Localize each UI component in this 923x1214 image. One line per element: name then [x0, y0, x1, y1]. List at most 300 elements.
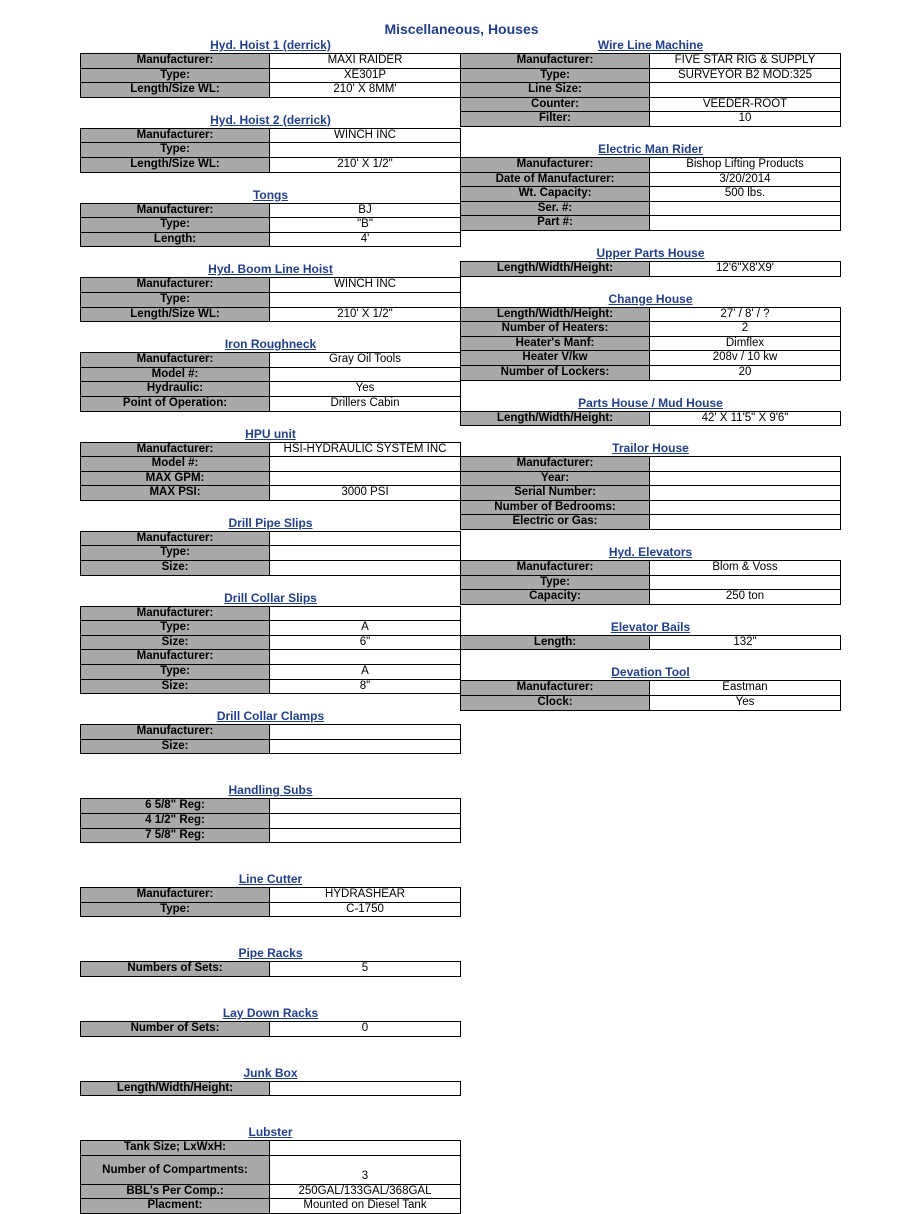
field-value	[270, 799, 461, 814]
field-value: 20	[650, 365, 841, 380]
section-th	[460, 440, 841, 530]
field-label: Length/Width/Height:	[81, 1081, 270, 1096]
field-label: Hydraulic:	[81, 382, 270, 397]
field-value: SURVEYOR B2 MOD:325	[650, 68, 841, 83]
section-title	[460, 395, 841, 411]
table-row	[461, 486, 841, 501]
table-row	[461, 411, 841, 426]
section-lc	[80, 871, 461, 917]
section-title-text: Electric Man Rider	[598, 141, 703, 156]
field-value: 10	[650, 112, 841, 127]
table-row	[81, 1155, 461, 1184]
section-title-text: Upper Parts House	[596, 245, 705, 260]
field-label: Length/Size WL:	[81, 157, 270, 172]
field-label: Line Size:	[461, 83, 650, 98]
section-title-text: Hyd. Elevators	[608, 545, 693, 560]
field-value	[650, 216, 841, 231]
field-label: 6 5/8" Reg:	[81, 799, 270, 814]
table-row	[461, 590, 841, 605]
field-label: Type:	[461, 575, 650, 590]
section-subs	[80, 782, 461, 843]
field-label: Size:	[81, 739, 270, 754]
field-value: 210' X 1/2"	[270, 157, 461, 172]
field-value: 210' X 8MM'	[270, 83, 461, 98]
field-value	[270, 650, 461, 665]
table-row	[81, 561, 461, 576]
section-table	[460, 53, 841, 127]
field-label: Type:	[81, 546, 270, 561]
field-value: C-1750	[270, 902, 461, 917]
field-value	[270, 292, 461, 307]
section-table	[80, 1081, 461, 1097]
table-row	[81, 621, 461, 636]
field-label: Part #:	[461, 216, 650, 231]
table-row	[81, 471, 461, 486]
table-row	[461, 561, 841, 576]
section-table	[80, 724, 461, 754]
table-row	[81, 962, 461, 977]
field-value: 250GAL/133GAL/368GAL	[270, 1184, 461, 1199]
field-label: Length/Width/Height:	[461, 261, 650, 276]
field-value: Yes	[270, 382, 461, 397]
field-label: Manufacturer:	[81, 531, 270, 546]
field-label: Number of Compartments:	[81, 1155, 270, 1184]
field-value	[270, 531, 461, 546]
field-value: Mounted on Diesel Tank	[270, 1199, 461, 1214]
field-value	[270, 725, 461, 740]
table-row	[461, 575, 841, 590]
table-row	[81, 546, 461, 561]
section-title	[80, 336, 461, 352]
table-row	[81, 665, 461, 680]
field-value	[270, 471, 461, 486]
field-label: Manufacturer:	[81, 278, 270, 293]
table-row	[81, 68, 461, 83]
section-hbl	[80, 261, 461, 322]
table-row	[461, 261, 841, 276]
section-table	[460, 635, 841, 651]
field-label: Filter:	[461, 112, 650, 127]
table-row	[81, 799, 461, 814]
field-label: Type:	[81, 68, 270, 83]
field-label: 7 5/8" Reg:	[81, 828, 270, 843]
table-row	[461, 471, 841, 486]
page-title: Miscellaneous, Houses	[384, 21, 539, 37]
section-title	[80, 590, 461, 606]
field-label: Clock:	[461, 696, 650, 711]
field-value: 6"	[270, 635, 461, 650]
table-row	[81, 902, 461, 917]
field-value: 8"	[270, 679, 461, 694]
field-value: HYDRASHEAR	[270, 888, 461, 903]
field-value: MAXI RAIDER	[270, 54, 461, 69]
field-label: Capacity:	[461, 590, 650, 605]
section-table	[80, 128, 461, 173]
section-title	[80, 426, 461, 442]
section-phm	[460, 395, 841, 427]
field-value: 132"	[650, 635, 841, 650]
field-label: Type:	[81, 902, 270, 917]
section-table	[460, 680, 841, 710]
field-label: Size:	[81, 635, 270, 650]
field-value: A	[270, 621, 461, 636]
table-row	[461, 500, 841, 515]
table-row	[81, 83, 461, 98]
table-row	[81, 218, 461, 233]
section-title-text: Elevator Bails	[610, 619, 691, 634]
field-label: Manufacturer:	[461, 54, 650, 69]
field-value: BJ	[270, 203, 461, 218]
section-dt	[460, 664, 841, 710]
field-label: Number of Heaters:	[461, 322, 650, 337]
field-value	[650, 500, 841, 515]
field-label: BBL's Per Comp.:	[81, 1184, 270, 1199]
section-title	[460, 245, 841, 261]
field-label: Type:	[81, 621, 270, 636]
table-row	[81, 353, 461, 368]
field-value: 500 lbs.	[650, 187, 841, 202]
section-title	[80, 37, 461, 53]
field-label: Manufacturer:	[81, 606, 270, 621]
section-title	[460, 619, 841, 635]
table-row	[81, 486, 461, 501]
table-row	[81, 367, 461, 382]
field-value: 42' X 11'5" X 9'6"	[650, 411, 841, 426]
section-title-text: Hyd. Hoist 2 (derrick)	[210, 112, 331, 127]
field-label: Ser. #:	[461, 201, 650, 216]
field-value: WINCH INC	[270, 128, 461, 143]
field-value	[270, 606, 461, 621]
section-title-text: Drill Collar Clamps	[216, 709, 325, 724]
section-ldr	[80, 1005, 461, 1037]
section-eb	[460, 619, 841, 651]
field-label: Wt. Capacity:	[461, 187, 650, 202]
field-value	[650, 457, 841, 472]
section-table	[80, 1140, 461, 1214]
section-table	[80, 442, 461, 501]
field-label: Manufacturer:	[81, 650, 270, 665]
section-jb	[80, 1065, 461, 1097]
field-label: Point of Operation:	[81, 396, 270, 411]
field-value: FIVE STAR RIG & SUPPLY	[650, 54, 841, 69]
field-value: "B"	[270, 218, 461, 233]
field-value: Yes	[650, 696, 841, 711]
section-table	[80, 961, 461, 977]
table-row	[461, 54, 841, 69]
section-title-text: Tongs	[252, 187, 289, 202]
field-value: 5	[270, 962, 461, 977]
table-row	[81, 650, 461, 665]
table-row	[81, 396, 461, 411]
section-title	[460, 440, 841, 456]
field-label: Placment:	[81, 1199, 270, 1214]
field-label: Type:	[81, 665, 270, 680]
table-row	[461, 201, 841, 216]
field-value	[270, 828, 461, 843]
section-title	[460, 664, 841, 680]
table-row	[81, 157, 461, 172]
field-value: Blom & Voss	[650, 561, 841, 576]
table-row	[461, 97, 841, 112]
table-row	[81, 1184, 461, 1199]
section-title-text: Wire Line Machine	[597, 38, 704, 52]
table-row	[461, 336, 841, 351]
table-row	[461, 216, 841, 231]
section-title	[80, 1005, 461, 1021]
section-table	[80, 887, 461, 917]
field-label: Length/Size WL:	[81, 307, 270, 322]
table-row	[81, 888, 461, 903]
field-value: Bishop Lifting Products	[650, 157, 841, 172]
field-value: VEEDER-ROOT	[650, 97, 841, 112]
table-row	[461, 68, 841, 83]
field-value	[650, 83, 841, 98]
field-label: Heater V/kw	[461, 351, 650, 366]
section-table	[80, 531, 461, 576]
section-table	[460, 157, 841, 231]
table-row	[461, 157, 841, 172]
field-label: Manufacturer:	[81, 725, 270, 740]
section-title-text: Parts House / Mud House	[578, 395, 723, 410]
section-title-text: HPU unit	[245, 426, 296, 441]
table-row	[461, 83, 841, 98]
field-value: Drillers Cabin	[270, 396, 461, 411]
field-value	[270, 546, 461, 561]
table-row	[81, 531, 461, 546]
section-title	[460, 141, 841, 157]
field-label: Length:	[461, 635, 650, 650]
section-title	[80, 1124, 461, 1140]
field-label: Year:	[461, 471, 650, 486]
right-column	[460, 37, 841, 711]
field-label: Type:	[81, 143, 270, 158]
field-label: Counter:	[461, 97, 650, 112]
field-value: 2	[650, 322, 841, 337]
field-label: 4 1/2" Reg:	[81, 814, 270, 829]
field-label: Length/Size WL:	[81, 83, 270, 98]
field-value: 0	[270, 1021, 461, 1036]
section-he	[460, 544, 841, 605]
field-label: Type:	[461, 68, 650, 83]
section-title	[80, 515, 461, 531]
field-value	[270, 457, 461, 472]
table-row	[461, 635, 841, 650]
section-table	[80, 352, 461, 411]
field-label: Size:	[81, 679, 270, 694]
section-title-text: Lay Down Racks	[222, 1005, 319, 1020]
table-row	[461, 351, 841, 366]
field-label: MAX PSI:	[81, 486, 270, 501]
section-lub	[80, 1124, 461, 1214]
field-value	[270, 561, 461, 576]
table-row	[461, 112, 841, 127]
field-label: Manufacturer:	[461, 681, 650, 696]
section-title-text: Change House	[608, 291, 693, 306]
section-tongs	[80, 187, 461, 248]
field-label: Number of Lockers:	[461, 365, 650, 380]
field-value: 27' / 8' / ?	[650, 307, 841, 322]
field-value: A	[270, 665, 461, 680]
section-title-text: Drill Collar Slips	[224, 590, 317, 605]
section-title-text: Hyd. Boom Line Hoist	[208, 262, 333, 277]
table-row	[81, 725, 461, 740]
field-label: Tank Size; LxWxH:	[81, 1141, 270, 1156]
field-label: Electric or Gas:	[461, 515, 650, 530]
field-value	[650, 515, 841, 530]
field-value: 3	[270, 1155, 461, 1184]
table-row	[81, 1199, 461, 1214]
field-value	[270, 1141, 461, 1156]
section-table	[460, 456, 841, 530]
field-label: Model #:	[81, 457, 270, 472]
section-title-text: Junk Box	[243, 1065, 298, 1080]
field-label: Heater's Manf:	[461, 336, 650, 351]
left-column	[80, 37, 461, 1214]
table-row	[461, 322, 841, 337]
section-title-text: Handling Subs	[228, 783, 313, 798]
section-title	[80, 708, 461, 724]
table-row	[81, 232, 461, 247]
table-row	[461, 696, 841, 711]
section-wlm	[460, 37, 841, 127]
section-table	[80, 798, 461, 843]
section-title	[80, 782, 461, 798]
table-row	[461, 187, 841, 202]
field-value: 3000 PSI	[270, 486, 461, 501]
section-emr	[460, 141, 841, 231]
table-row	[461, 681, 841, 696]
field-label: Length:	[81, 232, 270, 247]
field-value: Dimflex	[650, 336, 841, 351]
section-title	[80, 871, 461, 887]
field-label: Number of Sets:	[81, 1021, 270, 1036]
section-title-text: Iron Roughneck	[224, 337, 317, 352]
field-label: Size:	[81, 561, 270, 576]
table-row	[81, 128, 461, 143]
field-value: WINCH INC	[270, 278, 461, 293]
section-table	[80, 606, 461, 695]
field-value	[650, 486, 841, 501]
table-row	[81, 143, 461, 158]
field-value	[650, 471, 841, 486]
table-row	[81, 635, 461, 650]
table-row	[461, 365, 841, 380]
table-row	[81, 382, 461, 397]
table-row	[461, 457, 841, 472]
field-label: Manufacturer:	[81, 128, 270, 143]
field-value	[270, 1081, 461, 1096]
section-dps	[80, 515, 461, 576]
section-title	[460, 544, 841, 560]
field-value	[270, 367, 461, 382]
field-label: Manufacturer:	[81, 888, 270, 903]
section-dcs	[80, 590, 461, 695]
table-row	[461, 172, 841, 187]
field-label: Manufacturer:	[461, 561, 650, 576]
section-title-text: Drill Pipe Slips	[228, 515, 313, 530]
section-table	[460, 307, 841, 381]
field-label: Serial Number:	[461, 486, 650, 501]
field-label: Number of Bedrooms:	[461, 500, 650, 515]
table-row	[81, 679, 461, 694]
field-value	[270, 814, 461, 829]
table-row	[81, 1021, 461, 1036]
section-title-text: Hyd. Hoist 1 (derrick)	[210, 38, 331, 52]
table-row	[81, 1081, 461, 1096]
field-value: 208v / 10 kw	[650, 351, 841, 366]
section-table	[80, 1021, 461, 1037]
table-row	[81, 814, 461, 829]
table-row	[461, 515, 841, 530]
section-title-text: Line Cutter	[238, 872, 303, 887]
section-title	[80, 945, 461, 961]
section-hpu	[80, 426, 461, 501]
section-hh1	[80, 37, 461, 98]
table-row	[81, 457, 461, 472]
field-label: Length/Width/Height:	[461, 411, 650, 426]
field-label: Manufacturer:	[81, 353, 270, 368]
field-value	[650, 201, 841, 216]
field-label: Model #:	[81, 367, 270, 382]
field-value: Gray Oil Tools	[270, 353, 461, 368]
field-value: XE301P	[270, 68, 461, 83]
section-title	[80, 1065, 461, 1081]
table-row	[81, 54, 461, 69]
section-table	[80, 203, 461, 248]
table-row	[461, 307, 841, 322]
section-title	[80, 112, 461, 128]
table-row	[81, 606, 461, 621]
field-label: Manufacturer:	[461, 157, 650, 172]
section-table	[80, 53, 461, 98]
section-uph	[460, 245, 841, 277]
section-dcc	[80, 708, 461, 754]
field-value: HSI-HYDRAULIC SYSTEM INC	[270, 442, 461, 457]
section-title-text: Lubster	[248, 1125, 293, 1140]
field-value: Eastman	[650, 681, 841, 696]
section-title	[460, 291, 841, 307]
section-pr	[80, 945, 461, 977]
section-ch	[460, 291, 841, 381]
section-title-text: Devation Tool	[611, 665, 690, 680]
table-row	[81, 203, 461, 218]
section-title	[80, 261, 461, 277]
field-label: Manufacturer:	[81, 203, 270, 218]
section-title-text: Trailor House	[612, 441, 689, 456]
section-table	[460, 261, 841, 277]
table-row	[81, 1141, 461, 1156]
field-value: 4'	[270, 232, 461, 247]
field-value: 12'6"X8'X9'	[650, 261, 841, 276]
field-label: Numbers of Sets:	[81, 962, 270, 977]
field-value	[270, 143, 461, 158]
table-row	[81, 307, 461, 322]
field-label: Type:	[81, 218, 270, 233]
field-label: Type:	[81, 292, 270, 307]
field-value: 250 ton	[650, 590, 841, 605]
field-label: Manufacturer:	[81, 442, 270, 457]
field-label: Length/Width/Height:	[461, 307, 650, 322]
field-value: 210' X 1/2"	[270, 307, 461, 322]
section-iron	[80, 336, 461, 411]
table-row	[81, 442, 461, 457]
field-value: 3/20/2014	[650, 172, 841, 187]
field-label: Manufacturer:	[461, 457, 650, 472]
section-hh2	[80, 112, 461, 173]
section-table	[460, 560, 841, 605]
table-row	[81, 278, 461, 293]
field-label: Manufacturer:	[81, 54, 270, 69]
